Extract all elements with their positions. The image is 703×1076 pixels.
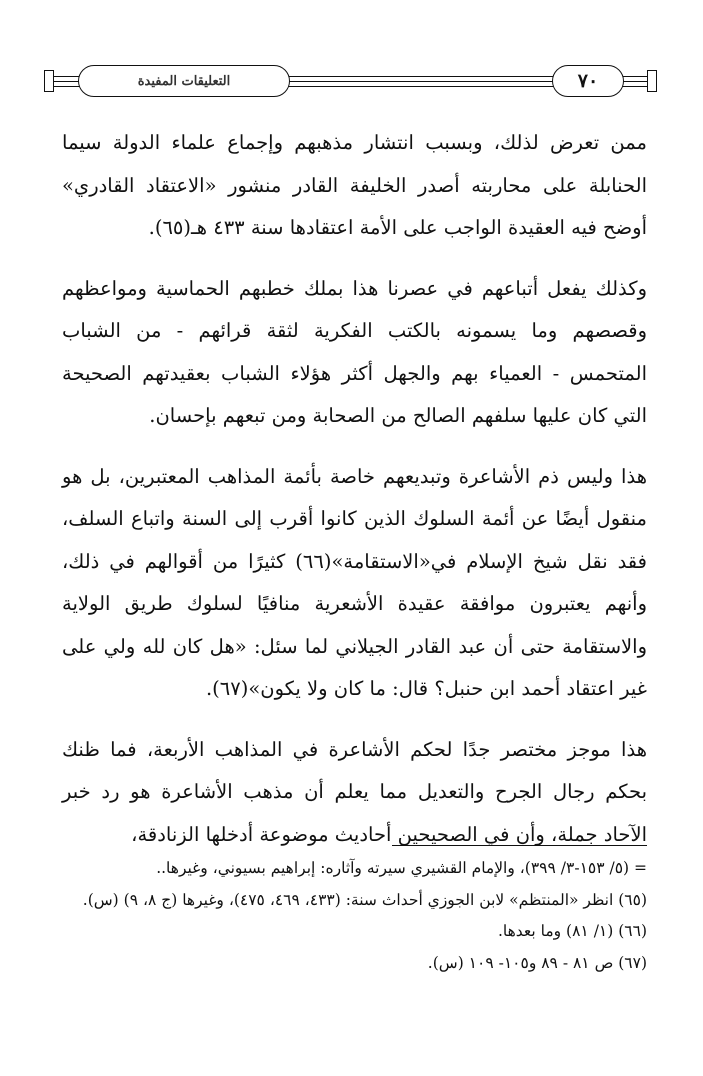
page-number: ٧٠: [577, 70, 599, 92]
footnote: (٦٧) ص ٨١ - ٨٩ و١٠٥- ١٠٩ (س).: [427, 953, 647, 972]
footnote: (٦٦) (١/ ٨١) وما بعدها.: [497, 922, 647, 940]
page-header: [44, 62, 657, 102]
page-number-frame: [552, 65, 624, 97]
book-title: التعليقات المفيدة: [137, 73, 231, 89]
paragraph-text: هذا موجز مختصر جدًا لحكم الأشاعرة في المذاهب الأربعة، فما ظنك بحكم رجال الجرح والتعديل مما يعلم أن مذهب الأشاعرة هو رد خبر الآحاد جملة، وأن في الصحيحين أحاديث موضوعة أدخلها الزنادقة،: [62, 737, 647, 846]
paragraph: [62, 122, 647, 250]
paragraph: [62, 729, 647, 857]
page-body: [62, 122, 647, 874]
paragraph-text: وكذلك يفعل أتباعهم في عصرنا هذا بملك خطبهم الحماسية ومواعظهم وقصصهم وما يسمونه بالكتب الفكرية لثقة قرائهم - من الشباب المتحمس - العمياء بهم والجهل أكثر هؤلاء الشباب بعقيدتهم الصحيحة التي كان عليها سلفهم الصالح من الصحابة ومن تبعهم بإحسان.: [62, 276, 647, 427]
footnote: = (٥/ ١٥٣-٣/ ٣٩٩)، والإمام القشيري سيرته وآثاره: إبراهيم بسيوني، وغيرها..: [156, 859, 647, 877]
paragraph: [62, 456, 647, 711]
header-end-cap: [44, 70, 54, 92]
book-title-frame: [78, 65, 290, 97]
header-end-cap: [647, 70, 657, 92]
paragraph-text: ممن تعرض لذلك، وبسبب انتشار مذهبهم وإجماع علماء الدولة سيما الحنابلة على محاربته أصدر الخليفة القادر منشور «الاعتقاد القادري» أوضح فيه العقيدة الواجب على الأمة اعتقادها سنة ٤٣٣ هـ(٦٥).: [62, 131, 647, 239]
paragraph-text: هذا وليس ذم الأشاعرة وتبديعهم خاصة بأئمة المذاهب المعتبرين، بل هو منقول أيضًا عن أئمة السلوك الذين كانوا أقرب إلى السنة واتباع السلف، فقد نقل شيخ الإسلام في«الاستقامة»(٦٦) كثيرًا من أقوالهم في ذلك، وأنهم يعتبرون موافقة عقيدة الأشعرية منافيًا لسلوك طريق الولاية والاستقامة حتى أن عبد القادر الجيلاني لما سئل: «هل كان لله ولي على غير اعتقاد أحمد ابن حنبل؟ قال: ما كان ولا يكون»(٦٧).: [62, 464, 647, 700]
paragraph: [62, 268, 647, 438]
footnotes: [62, 853, 647, 979]
footnote-separator: [392, 845, 647, 846]
footnote: (٦٥) انظر «المنتظم» لابن الجوزي أحداث سنة: (٤٣٣، ٤٦٩، ٤٧٥)، وغيرها (ج ٨، ٩) (س).: [82, 890, 647, 909]
